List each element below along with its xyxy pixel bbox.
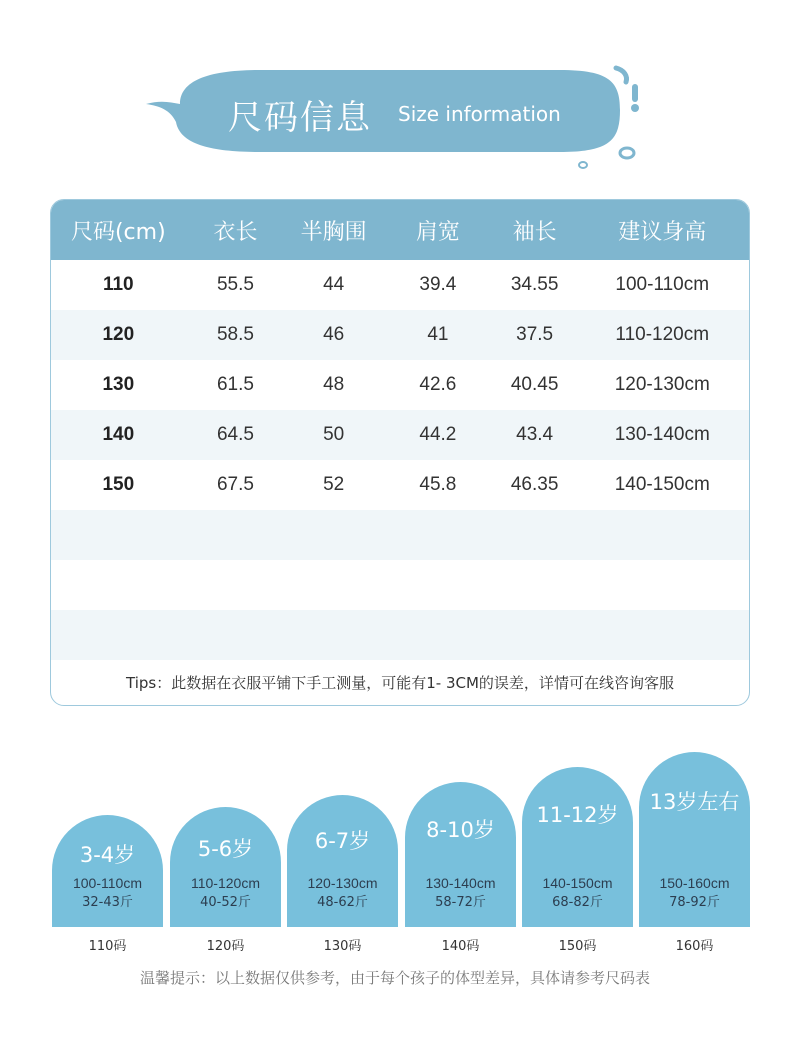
table-cell: 110-120cm (615, 324, 710, 345)
table-cell: 46.35 (510, 474, 559, 495)
age-label: 11-12岁 (536, 803, 619, 827)
table-cell: 45.8 (419, 474, 457, 495)
age-arch-11-12 (522, 767, 633, 927)
age-label: 5-6岁 (197, 837, 254, 861)
table-row (51, 410, 749, 460)
age-label: 6-7岁 (314, 829, 371, 853)
age-arch-6-7 (287, 795, 398, 927)
height-range: 120-130cm (307, 875, 378, 891)
table-cell: 39.4 (419, 274, 457, 295)
table-cell: 140 (102, 424, 135, 445)
empty-row (51, 560, 749, 610)
table-cell: 55.5 (216, 274, 254, 295)
table-cell: 48 (323, 374, 345, 395)
weight-range: 48-62斤 (317, 895, 368, 910)
height-range: 130-140cm (425, 875, 496, 891)
table-row (51, 360, 749, 410)
table-cell: 140-150cm (614, 474, 710, 495)
age-label: 3-4岁 (79, 843, 136, 867)
weight-range: 32-43斤 (82, 895, 133, 910)
age-label: 8-10岁 (426, 818, 495, 842)
age-arch-3-4 (52, 815, 163, 927)
age-arch-8-10 (405, 782, 516, 927)
table-cell: 58.5 (216, 324, 254, 345)
empty-row (51, 510, 749, 560)
table-tips: Tips：此数据在衣服平铺下手工测量，可能有1- 3CM的误差，详情可在线咨询客服 (126, 674, 674, 692)
table-cell: 100-110cm (615, 274, 710, 295)
column-header: 建议身高 (618, 219, 707, 245)
column-header: 袖长 (512, 219, 557, 245)
weight-range: 40-52斤 (200, 895, 251, 910)
table-cell: 130 (102, 374, 135, 395)
column-header: 半胸围 (300, 219, 367, 245)
column-header: 肩宽 (415, 219, 460, 245)
table-cell: 44.2 (419, 424, 457, 445)
table-cell: 67.5 (216, 474, 254, 495)
header-bubble (140, 62, 660, 182)
table-header (51, 200, 749, 260)
age-arch-13 (639, 752, 750, 927)
table-cell: 120-130cm (614, 374, 710, 395)
table-cell: 43.4 (516, 424, 554, 445)
size-code-label: 140码 (441, 939, 480, 954)
size-code-label: 110码 (88, 939, 127, 954)
table-cell: 44 (323, 274, 345, 295)
table-row (51, 310, 749, 360)
header-title-cn: 尺码信息 (228, 98, 372, 138)
table-cell: 40.45 (510, 374, 559, 395)
age-label: 13岁左右 (649, 790, 740, 814)
table-cell: 52 (323, 474, 345, 495)
table-row (51, 460, 749, 510)
height-range: 110-120cm (190, 875, 260, 891)
table-cell: 34.55 (510, 274, 559, 295)
table-cell: 110 (102, 274, 134, 295)
table-cell: 150 (102, 474, 135, 495)
table-cell: 41 (427, 324, 449, 345)
weight-range: 78-92斤 (669, 895, 720, 910)
table-cell: 42.6 (419, 374, 457, 395)
table-cell: 37.5 (516, 324, 554, 345)
column-header: 衣长 (213, 219, 258, 245)
size-code-label: 160码 (675, 939, 714, 954)
size-code-label: 120码 (206, 939, 245, 954)
height-range: 140-150cm (542, 875, 613, 891)
age-arch-5-6 (170, 807, 281, 927)
table-row (51, 260, 749, 310)
height-range: 150-160cm (659, 875, 730, 891)
size-table (50, 199, 750, 706)
footer-note: 温馨提示：以上数据仅供参考，由于每个孩子的体型差异，具体请参考尺码表 (139, 969, 650, 987)
table-cell: 120 (102, 324, 135, 345)
header-title-en: Size information (398, 102, 561, 126)
table-cell: 130-140cm (614, 424, 710, 445)
size-code-label: 150码 (558, 939, 597, 954)
height-range: 100-110cm (72, 875, 142, 891)
empty-row (51, 610, 749, 660)
table-cell: 46 (323, 324, 345, 345)
weight-range: 68-82斤 (552, 895, 603, 910)
size-code-label: 130码 (323, 939, 362, 954)
column-header: 尺码(cm) (70, 219, 166, 245)
table-cell: 64.5 (216, 424, 254, 445)
weight-range: 58-72斤 (435, 895, 486, 910)
table-cell: 50 (323, 424, 345, 445)
table-cell: 61.5 (216, 374, 254, 395)
